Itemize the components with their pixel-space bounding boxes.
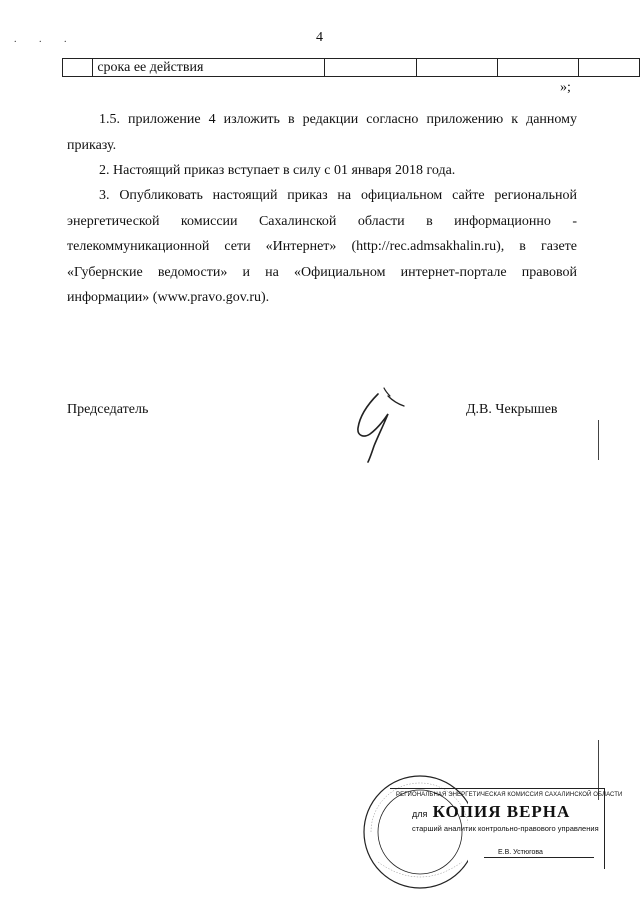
- stamp-signature-line: [484, 857, 594, 858]
- table-cell: [417, 59, 498, 77]
- certification-stamp: [366, 766, 623, 896]
- table-row: [63, 59, 640, 77]
- stamp-for-word: для: [412, 809, 428, 819]
- stamp-copy-true: КОПИЯ ВЕРНА: [432, 802, 571, 821]
- continued-table: [62, 58, 640, 77]
- table-cell: [578, 59, 639, 77]
- scan-corner-marks: . . .: [14, 34, 77, 45]
- closing-quote: »;: [560, 80, 571, 95]
- scan-edge-mark: [598, 420, 599, 460]
- signer-name: Д.В. Чекрышев: [466, 402, 558, 417]
- stamp-signer: Е.В. Устюгова: [498, 849, 543, 856]
- handwritten-signature: [348, 384, 408, 464]
- table-cell: [324, 59, 416, 77]
- paragraph-3: 3. Опубликовать настоящий приказ на официальном сайте региональной энергетической комиссии Сахалинской области в информационно - телекоммуникационной сети «Интернет» (http://rec.admsakhalin.ru), в газете «Губернские ведомости» и на «Официальном интернет-портале правовой информации» (www.pravo.gov.ru).: [67, 188, 577, 305]
- stamp-position: старший аналитик контрольно-правового управления: [412, 824, 599, 833]
- stamp-title: [412, 802, 570, 822]
- signer-title: Председатель: [67, 402, 149, 417]
- table-cell: [63, 59, 93, 77]
- table-cell: срока ее действия: [93, 59, 325, 77]
- paragraph-2: 2. Настоящий приказ вступает в силу с 01 января 2018 года.: [99, 163, 456, 178]
- table-cell: [497, 59, 578, 77]
- paragraph-1-5: 1.5. приложение 4 изложить в редакции согласно приложению к данному приказу.: [67, 112, 577, 153]
- page-number: 4: [316, 30, 323, 45]
- stamp-organization: РЕГИОНАЛЬНАЯ ЭНЕРГЕТИЧЕСКАЯ КОМИССИЯ САХАЛИНСКОЙ ОБЛАСТИ: [396, 792, 623, 798]
